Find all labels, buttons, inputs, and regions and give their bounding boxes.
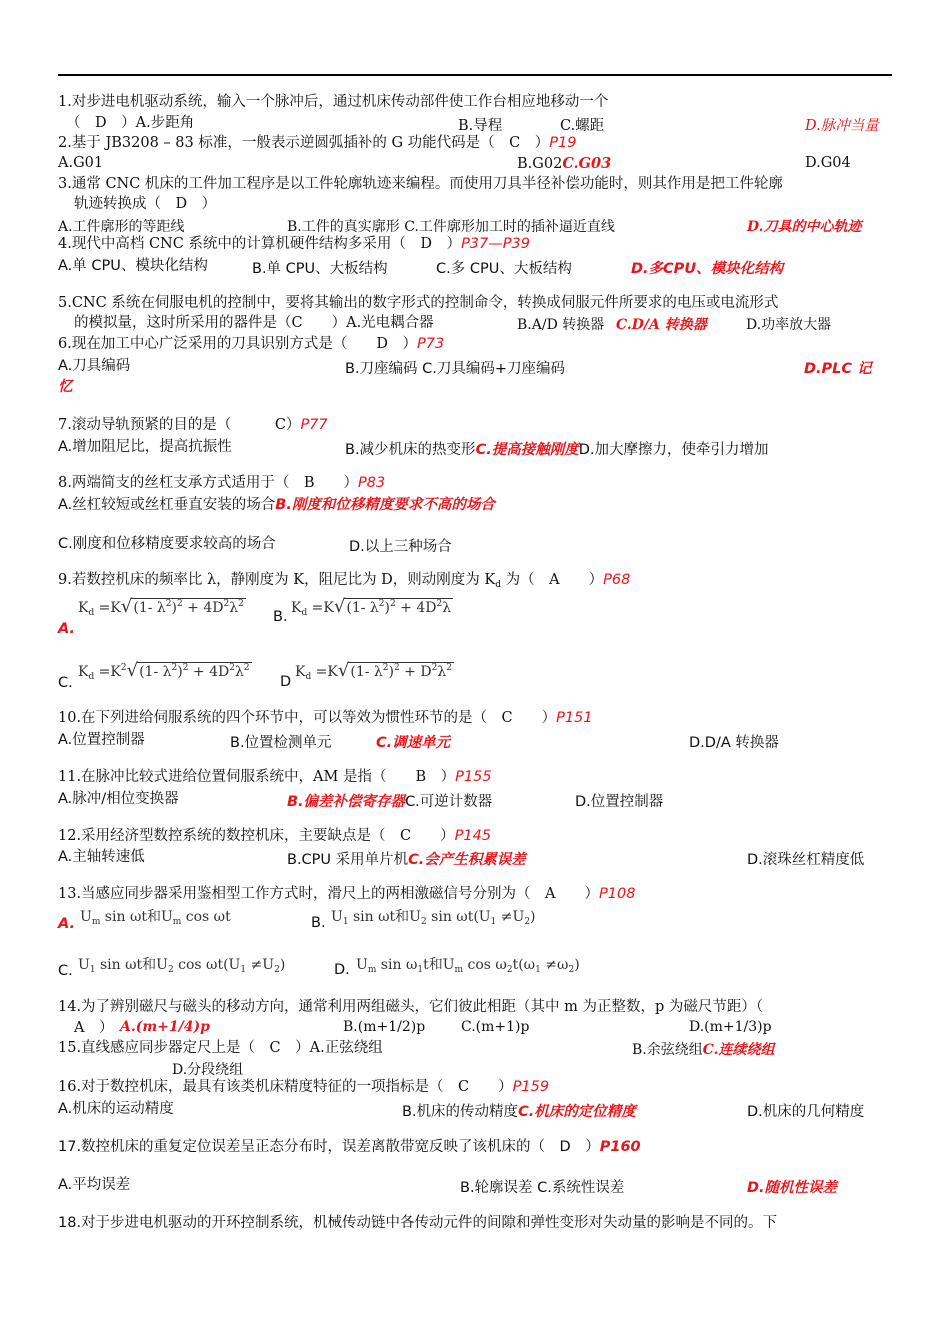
q17-option-d: D.随机性误差 [747, 1180, 838, 1196]
q13-formula-a: $U_m$ sin ωt和$U_m$ cos ωt [80, 909, 231, 927]
q9-option-b-label: B. [273, 609, 288, 625]
q14-option-c: C.(m+1)p [461, 1019, 530, 1035]
q8-option-d: D.以上三种场合 [349, 539, 452, 555]
q15-option-bc: B.余弦绕组C.连续绕组 [632, 1042, 775, 1058]
q1-option-d: D.脉冲当量 [805, 118, 879, 134]
q16-option-bc: B.机床的传动精度C.机床的定位精度 [402, 1104, 636, 1120]
q16-option-a: A.机床的运动精度 [58, 1101, 174, 1117]
q14-option-b: B.(m+1/2)p [343, 1019, 426, 1035]
q5-text: 5.CNC 系统在伺服电机的控制中，要将其输出的数字形式的控制命令，转换成伺服元件所要求的电压或电流形式 [58, 295, 779, 311]
header-rule [58, 74, 892, 76]
q10-option-a: A.位置控制器 [58, 732, 145, 748]
q13-option-a-label: A. [58, 916, 75, 932]
q13-text: 13.当感应同步器采用鉴相型工作方式时，滑尺上的两相激磁信号分别为（ A ）P108 [58, 886, 636, 902]
q9-text: 9.若数控机床的频率比 λ，静刚度为 K，阻尼比为 D，则动刚度为 $K_d$ 为（ A ）P68 [58, 572, 631, 590]
q7-option-bcd: B.减少机床的热变形C.提高接触刚度D.加大摩擦力，使牵引力增加 [345, 442, 769, 458]
q4-text: 4.现代中高档 CNC 系统中的计算机硬件结构多采用（ D ）P37—P39 [58, 236, 530, 252]
q6-text: 6.现在加工中心广泛采用的刀具识别方式是（ D ）P73 [58, 336, 445, 352]
q5-option-c: C.D/A 转换器 [616, 317, 707, 333]
q10-option-c: C.调速单元 [376, 735, 451, 751]
q17-option-bc: B.轮廓误差 C.系统性误差 [460, 1180, 625, 1196]
q3-option-bc: B.工件的真实廓形 C.工件廓形加工时的插补逼近直线 [287, 219, 615, 235]
q12-text: 12.采用经济型数控系统的数控机床，主要缺点是（ C ）P145 [58, 828, 492, 844]
q13-option-d-label: D. [334, 962, 350, 978]
q2-text: 2.基于 JB3208 – 83 标准，一般表示逆圆弧插补的 G 功能代码是（ C ）P19 [58, 135, 577, 151]
q13-formula-b: $U_1$ sin ωt和$U_2$ $\sin \omega t(U_1 \ne U_2)$ [331, 909, 536, 927]
q8-option-c: C.刚度和位移精度要求较高的场合 [58, 536, 276, 552]
q7-option-a: A.增加阻尼比，提高抗振性 [58, 439, 232, 455]
q6-option-a: A.刀具编码 [58, 358, 131, 374]
q14-text: 14.为了辨别磁尺与磁头的移动方向，通常利用两组磁头，它们彼此相距（其中 m 为正整数，p 为磁尺节距）（ [58, 999, 764, 1015]
q8-option-ab: A.丝杠较短或丝杠垂直安装的场合B.刚度和位移精度要求不高的场合 [58, 497, 495, 513]
q13-option-b-label: B. [311, 915, 326, 931]
q10-text: 10.在下列进给伺服系统的四个环节中，可以等效为惯性环节的是（ C ）P151 [58, 710, 593, 726]
q9-option-a-label: A. [58, 621, 75, 637]
q13-formula-c: $U_1$ sin ωt和$U_2$ $\cos \omega t(U_1 \ne U_2)$ [78, 957, 286, 975]
q9-formula-a: $K_d =K√(1-$ $\lambda^2)^2 + 4D^2\lambda^2$ [78, 596, 244, 618]
q4-option-a: A.单 CPU、模块化结构 [58, 258, 208, 274]
q17-option-a: A.平均误差 [58, 1177, 131, 1193]
q2-option-bc: B.G02C.G03 [517, 155, 612, 172]
q10-option-d: D.D/A 转换器 [689, 735, 779, 751]
q8-text: 8.两端简支的丝杠支承方式适用于（ B ）P83 [58, 475, 386, 491]
q5-option-d: D.功率放大器 [746, 317, 832, 333]
q1-option-a: （ D ）A.步距角 [66, 115, 195, 131]
q4-option-d: D.多CPU、模块化结构 [631, 261, 784, 277]
q15-text: 15.直线感应同步器定尺上是（ C ）A.正弦绕组 [58, 1040, 383, 1056]
q9-option-c-label: C. [58, 675, 73, 691]
q18-text: 18.对于步进电机驱动的开环控制系统，机械传动链中各传动元件的间隙和弹性变形对失动量的影响是不同的。下 [58, 1215, 778, 1231]
q5-text-cont: 的模拟量，这时所采用的器件是（C ）A.光电耦合器 [74, 315, 434, 331]
q13-formula-d: $U_m$ $\sin \omega_1t$和$U_m$ $\cos \omega_2t(\omega_1 \ne\omega_2)$ [356, 957, 580, 975]
q6-option-d-cont: 忆 [58, 379, 73, 395]
q3-option-a: A.工件廓形的等距线 [58, 219, 185, 235]
q5-option-b: B.A/D 转换器 [517, 317, 605, 333]
q2-option-a: A.G01 [58, 155, 104, 171]
q9-option-d-label: D [280, 674, 292, 690]
q4-option-b: B.单 CPU、大板结构 [252, 261, 388, 277]
q2-page-ref: P19 [549, 135, 577, 151]
q1-text: 1.对步进电机驱动系统，输入一个脉冲后，通过机床传动部件使工作台相应地移动一个 [58, 94, 609, 110]
q3-text-cont: 轨迹转换成（ D ） [74, 196, 217, 212]
q6-option-d: D.PLC 记 [804, 361, 872, 377]
q14-option-d: D.(m+1/3)p [689, 1019, 772, 1035]
q12-option-bc: B.CPU 采用单片机C.会产生积累误差 [287, 852, 526, 868]
q14-text-cont: A ） [74, 1020, 114, 1036]
q12-option-d: D.滚珠丝杠精度低 [747, 852, 865, 868]
q15-option-d: D.分段绕组 [172, 1062, 244, 1078]
q4-option-c: C.多 CPU、大板结构 [436, 261, 572, 277]
q2-option-d: D.G04 [805, 155, 851, 171]
q16-option-d: D.机床的几何精度 [747, 1104, 865, 1120]
q11-option-bc: B.偏差补偿寄存器C.可逆计数器 [287, 794, 493, 810]
q9-formula-b: $K_d =K√(1-$ $\lambda^2)^2 + 4D^2\lambda$ [291, 596, 452, 618]
q1-option-b: B.导程 [458, 118, 503, 134]
q9-formula-c: $K_d =K^2√(1-$ $\lambda^2)^2 + 4D^2\lambda^2$ [78, 660, 250, 682]
q12-option-a: A.主轴转速低 [58, 849, 145, 865]
q6-option-bc: B.刀座编码 C.刀具编码+刀座编码 [345, 361, 566, 377]
q17-text: 17.数控机床的重复定位误差呈正态分布时，误差离散带宽反映了该机床的（ D ）P160 [58, 1139, 641, 1155]
q14-option-a: A.(m+1/4)p [120, 1019, 210, 1035]
q1-option-c: C.螺距 [560, 118, 605, 134]
q11-option-d: D.位置控制器 [575, 794, 664, 810]
q13-option-c-label: C. [58, 963, 73, 979]
q9-formula-d: $K_d =K√(1-$ $\lambda^2)^2 + D^2\lambda^2$ [295, 660, 452, 682]
q7-text: 7.滚动导轨预紧的目的是（ C）P77 [58, 417, 328, 433]
q16-text: 16.对于数控机床，最具有该类机床精度特征的一项指标是（ C ）P159 [58, 1079, 550, 1095]
q10-option-b: B.位置检测单元 [230, 735, 332, 751]
q11-text: 11.在脉冲比较式进给位置伺服系统中，AM 是指（ B ）P155 [58, 769, 492, 785]
q3-text: 3.通常 CNC 机床的工件加工程序是以工件轮廓轨迹来编程。而使用刀具半径补偿功能时，则其作用是把工件轮廓 [58, 176, 783, 192]
q3-option-d: D.刀具的中心轨迹 [747, 219, 862, 235]
q11-option-a: A.脉冲/相位变换器 [58, 791, 179, 807]
